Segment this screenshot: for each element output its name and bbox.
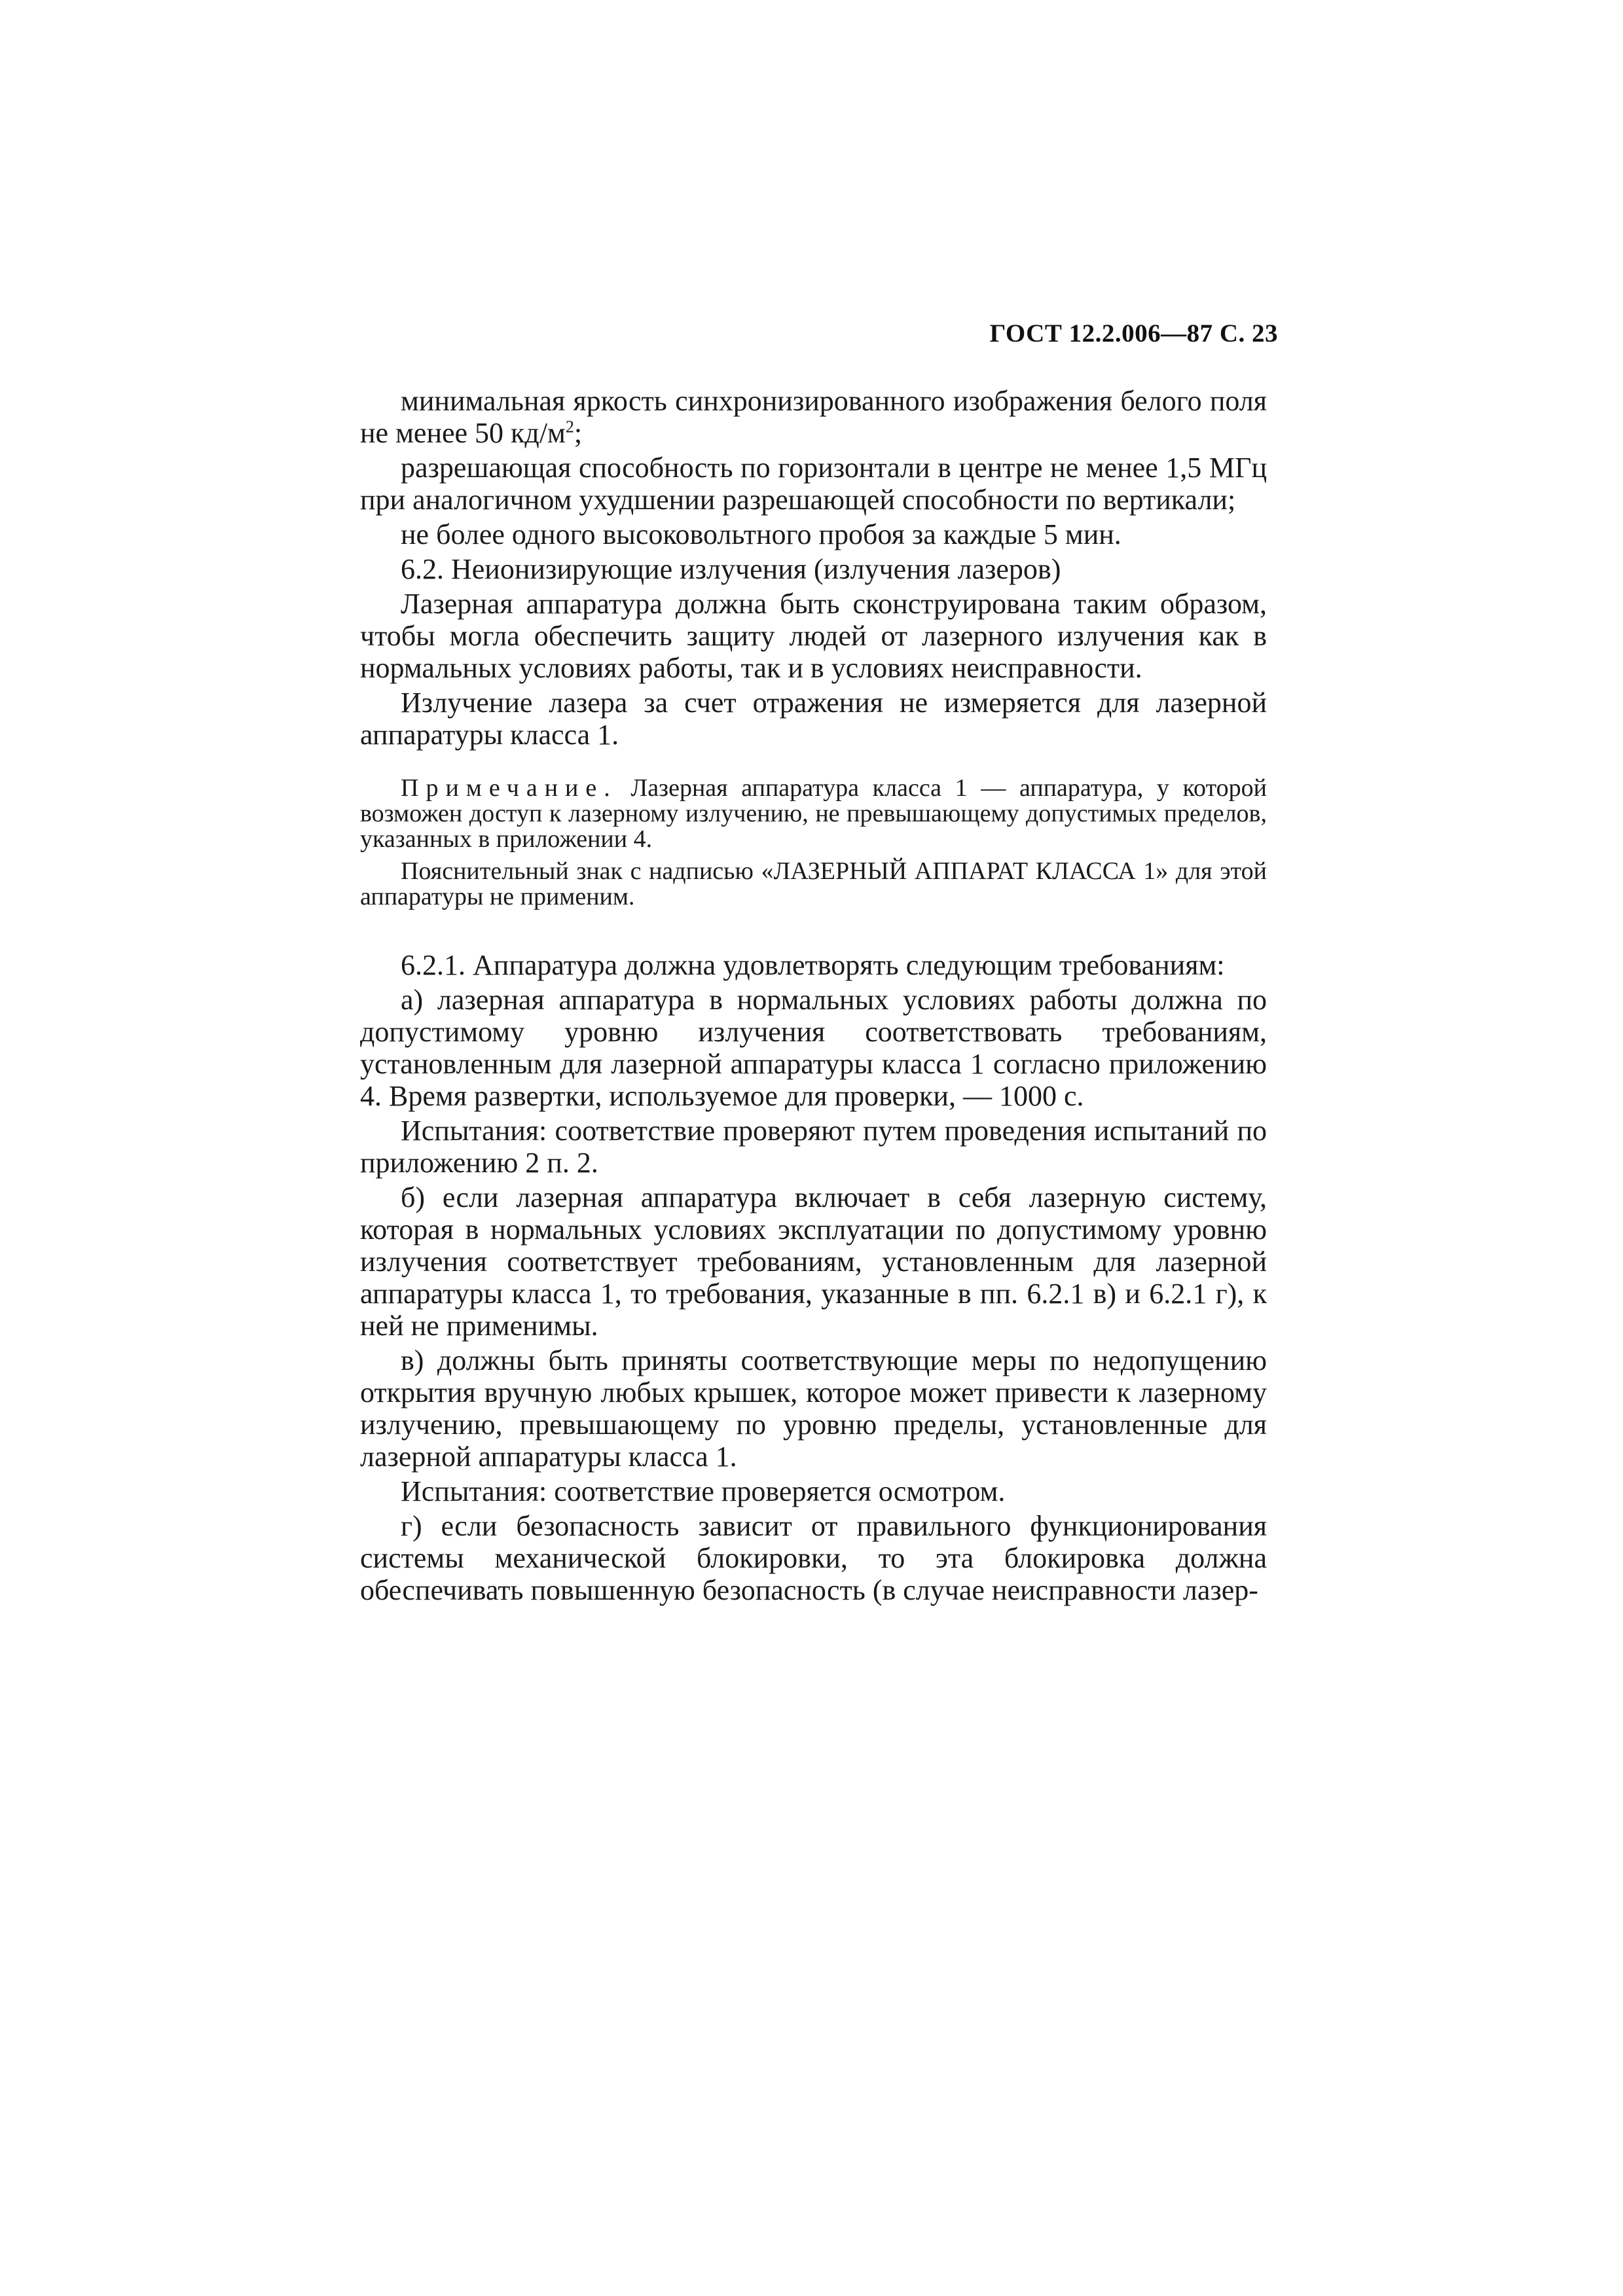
- paragraph: не более одного высоковольтного пробоя за каждые 5 мин.: [401, 518, 1122, 550]
- paragraph: Испытания: соответствие проверяется осмотром.: [401, 1475, 1006, 1507]
- note-paragraph: Пояснительный знак с надписью «ЛАЗЕРНЫЙ АППАРАТ КЛАССА 1» для этой аппаратуры не применим.: [360, 857, 1267, 910]
- paragraph: а) лазерная аппаратура в нормальных условиях работы должна по допустимому уровню излучения соответствовать требованиям, установленным для лазерной аппаратуры класса 1 согласно приложению 4. Время развертки, используемое для проверки, — 1000 с.: [360, 984, 1267, 1112]
- document-body: [360, 385, 1267, 1609]
- page-header: ГОСТ 12.2.006—87 С. 23: [989, 319, 1278, 348]
- paragraph: минимальная яркость синхронизированного изображения белого поля не менее 50 $кд/м^2$;: [360, 385, 1267, 449]
- paragraph: в) должны быть приняты соответствующие меры по недопущению открытия вручную любых крышек, которое может привести к лазерному излучению, превышающему по уровню пределы, установленные для лазерной аппаратуры класса 1.: [360, 1344, 1267, 1473]
- paragraph: Лазерная аппаратура должна быть сконструирована таким образом, чтобы могла обеспечить защиту людей от лазерного излучения как в нормальных условиях работы, так и в условиях неисправности.: [360, 588, 1267, 684]
- paragraph: Испытания: соответствие проверяют путем проведения испытаний по приложению 2 п. 2.: [360, 1115, 1267, 1179]
- paragraph: г) если безопасность зависит от правильного функционирования системы механической блокировки, то эта блокировка должна обеспечивать повышенную безопасность (в случае неисправности лазер-: [360, 1510, 1267, 1606]
- paragraph: б) если лазерная аппаратура включает в себя лазерную систему, которая в нормальных условиях эксплуатации по допустимому уровню излучения соответствует требованиям, установленным для лазерной аппаратуры класса 1, то требования, указанные в пп. 6.2.1 в) и 6.2.1 г), к ней не применимы.: [360, 1181, 1267, 1342]
- paragraph: 6.2.1. Аппаратура должна удовлетворять следующим требованиям:: [401, 949, 1225, 981]
- note-block: [360, 776, 1267, 910]
- note-label: Примечание.: [401, 774, 617, 802]
- paragraph: разрешающая способность по горизонтали в центре не менее 1,5 МГц при аналогичном ухудшении разрешающей способности по вертикали;: [360, 452, 1267, 516]
- section-heading: 6.2. Неионизирующие излучения (излучения лазеров): [401, 553, 1061, 585]
- note-paragraph: Примечание. Лазерная аппаратура класса 1 — аппаратура, у которой возможен доступ к лазерному излучению, не превышающему допустимых пределов, указанных в приложении 4.: [360, 774, 1267, 853]
- paragraph: Излучение лазера за счет отражения не измеряется для лазерной аппаратуры класса 1.: [360, 687, 1267, 751]
